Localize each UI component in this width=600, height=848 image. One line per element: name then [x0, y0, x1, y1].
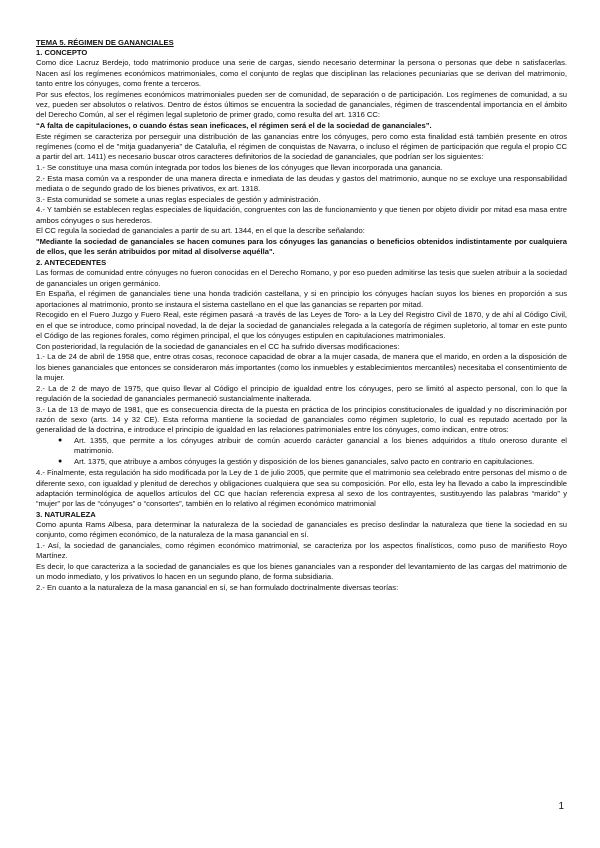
list-item: [58, 435, 567, 456]
paragraph: 3.- La de 13 de mayo de 1981, que es consecuencia directa de la puesta en práctica de los principios constitucionales de igualdad y no discriminación por razón de sexo (arts. 14 y 32 CE). Esta reforma mantiene la sociedad de gananciales como régimen supletorio, lo cual es reputado acertado por la generalidad de la doctrina, e introduce el principio de igualdad en las relaciones patrimoniales entre los cónyuges, como indican, entre otros:: [36, 404, 567, 435]
paragraph: Recogido en el Fuero Juzgo y Fuero Real, este régimen pasará -a través de las Leyes de Toro- a la Ley del Registro Civil de 1870, y de ahí al Código Civil, en el que se introduce, como principal novedad, la de dejar la sociedad de gananciales relegada a la categoría de régimen supletorio, al tomar en este punto el Código de las regiones forales, como régimen principal, el que los cónyuges estipulen en capitulaciones matrimoniales.: [36, 310, 567, 340]
quote-paragraph: “A falta de capitulaciones, o cuando éstas sean ineficaces, el régimen será el de la sociedad de gananciales”.: [36, 120, 432, 130]
bullet-list: [36, 436, 567, 468]
paragraph: Por sus efectos, los regímenes económicos matrimoniales pueden ser de comunidad, de separación o de participación. Los regímenes de comunidad, a su vez, pueden ser absolutos o relativos. Dentro de éstos últimos se encuentra la sociedad de gananciales, régimen de trascendental importancia en el ámbito del Derecho Común, al ser el régimen legal supletorio de primer grado, como resulta del art. 1316 CC:: [36, 89, 567, 120]
list-item-text: Art. 1355, que permite a los cónyuges atribuir de común acuerdo carácter ganancial a los bienes adquiridos a título oneroso durante el matrimonio.: [74, 435, 567, 456]
paragraph: Como dice Lacruz Berdejo, todo matrimonio produce una serie de cargas, siendo necesario determinar la persona o personas que debe n satisfacerlas. Nacen así los regímenes económicos matrimoniales, como el conjunto de reglas que disciplinan las relaciones pecuniarias que se derivan del matrimonio, tanto entre los cónyuges, como frente a terceros.: [36, 58, 567, 88]
section-heading: 3. NATURALEZA: [36, 509, 96, 519]
paragraph: 1.- Se constituye una masa común integrada por todos los bienes de los cónyuges que llevan incorporada una ganancia.: [36, 162, 443, 172]
list-item-text: Art. 1375, que atribuye a ambos cónyuges la gestión y disposición de los bienes gananciales, salvo pacto en contrario en capitulaciones.: [74, 457, 535, 467]
bullet-icon: ●: [58, 436, 63, 444]
paragraph: 2.- Esta masa común va a responder de una manera directa e inmediata de las deudas y gastos del matrimonio, aunque no se excluye una responsabilidad mediata o de segundo grado de los bienes privativos, ex art. 1318.: [36, 173, 567, 193]
page-number: 1: [558, 801, 564, 812]
list-item: [58, 457, 567, 467]
paragraph: Las formas de comunidad entre cónyuges no fueron conocidas en el Derecho Romano, y por eso pueden admitirse las tesis que suelen atribuir a la sociedad de gananciales un origen germánico.: [36, 268, 567, 288]
paragraph: El CC regula la sociedad de gananciales a partir de su art. 1344, en el que la describe señalando:: [36, 226, 365, 236]
section-heading: 1. CONCEPTO: [36, 48, 88, 58]
bullet-icon: ●: [58, 458, 63, 466]
paragraph: 1.- La de 24 de abril de 1958 que, entre otras cosas, reconoce capacidad de obrar a la mujer casada, de manera que el marido, en orden a la disposición de los bienes gananciales que entonces se consideraron más importantes (como los inmuebles y establecimientos mercantiles) necesitaba el consentimiento de la mujer.: [36, 352, 567, 382]
paragraph: 2.- La de 2 de mayo de 1975, que quiso llevar al Código el principio de igualdad entre los cónyuges, pero se limitó al aspecto personal, con lo que la regulación de la sociedad de gananciales permaneció sustancialmente inalterada.: [36, 383, 567, 403]
paragraph: Con posterioridad, la regulación de la sociedad de gananciales en el CC ha sufrido diversas modificaciones:: [36, 341, 400, 351]
paragraph: 2.- En cuanto a la naturaleza de la masa ganancial en sí, se han formulado doctrinalmente diversas teorías:: [36, 583, 399, 593]
paragraph: En España, el régimen de gananciales tiene una honda tradición castellana, y si en principio los cónyuges hacían suyos los bienes en proporción a sus aportaciones al matrimonio, pronto se instaura el sistema castellano en el que las ganancias se reparten por mitad.: [36, 289, 567, 309]
document-page: [36, 38, 567, 594]
paragraph: Como apunta Rams Albesa, para determinar la naturaleza de la sociedad de gananciales es preciso deslindar la naturaleza que tiene la sociedad en su conjunto, como régimen económico, de la naturaleza de la masa ganancial en sí.: [36, 520, 567, 540]
quote-paragraph: "Mediante la sociedad de gananciales se hacen comunes para los cónyuges las ganancias o beneficios obtenidos indistintamente por cualquiera de ellos, que les serán atribuidos por mitad al disolverse aquélla".: [36, 237, 567, 257]
document-title: TEMA 5. RÉGIMEN DE GANANCIALES: [36, 38, 174, 47]
paragraph: 4.- Y también se establecen reglas especiales de liquidación, congruentes con las de funcionamiento y que tienen por objeto dividir por mitad esa masa entre ambos cónyuges o sus herederos.: [36, 205, 567, 225]
document-body: [36, 48, 567, 593]
section-heading: 2. ANTECEDENTES: [36, 258, 107, 268]
paragraph: Este régimen se caracteriza por perseguir una distribución de las ganancias entre los cónyuges, pero como esta finalidad está también presente en otros regímenes (como el de "mitja guadanyeria" de Cataluña, el régimen de conquistas de Navarra, o incluso el régimen de participación que regula el propio CC a partir del art. 1411) es necesario buscar otros caracteres definitorios de la sociedad de gananciales, que podrían ser los siguientes:: [36, 131, 567, 162]
paragraph: 3.- Esta comunidad se somete a unas reglas especiales de gestión y administración.: [36, 194, 321, 204]
paragraph: 4.- Finalmente, esta regulación ha sido modificada por la Ley de 1 de julio 2005, que permite que el matrimonio sea celebrado entre personas del mismo o de diferente sexo, con igualdad y plenitud de derechos y obligaciones cualquiera que sea su composición. Por ello, esta ley ha llevado a cabo la imprescindible adaptación terminológica de aquellos artículos del CC que hacían referencia expresa al sexo de los contrayentes, sustituyendo las palabras “marido” y “mujer” por las de “cónyuges” o “consortes”, también en lo relativo al régimen económico matrimonial: [36, 468, 567, 509]
paragraph: Es decir, lo que caracteriza a la sociedad de gananciales es que los bienes gananciales van a responder del levantamiento de las cargas del matrimonio de un modo inmediato, y los privativos lo hacen en un segundo plano, de forma subsidiaria.: [36, 562, 567, 582]
paragraph: 1.- Así, la sociedad de gananciales, como régimen económico matrimonial, se caracteriza por los aspectos finalísticos, como puso de manifiesto Royo Martínez.: [36, 541, 567, 561]
